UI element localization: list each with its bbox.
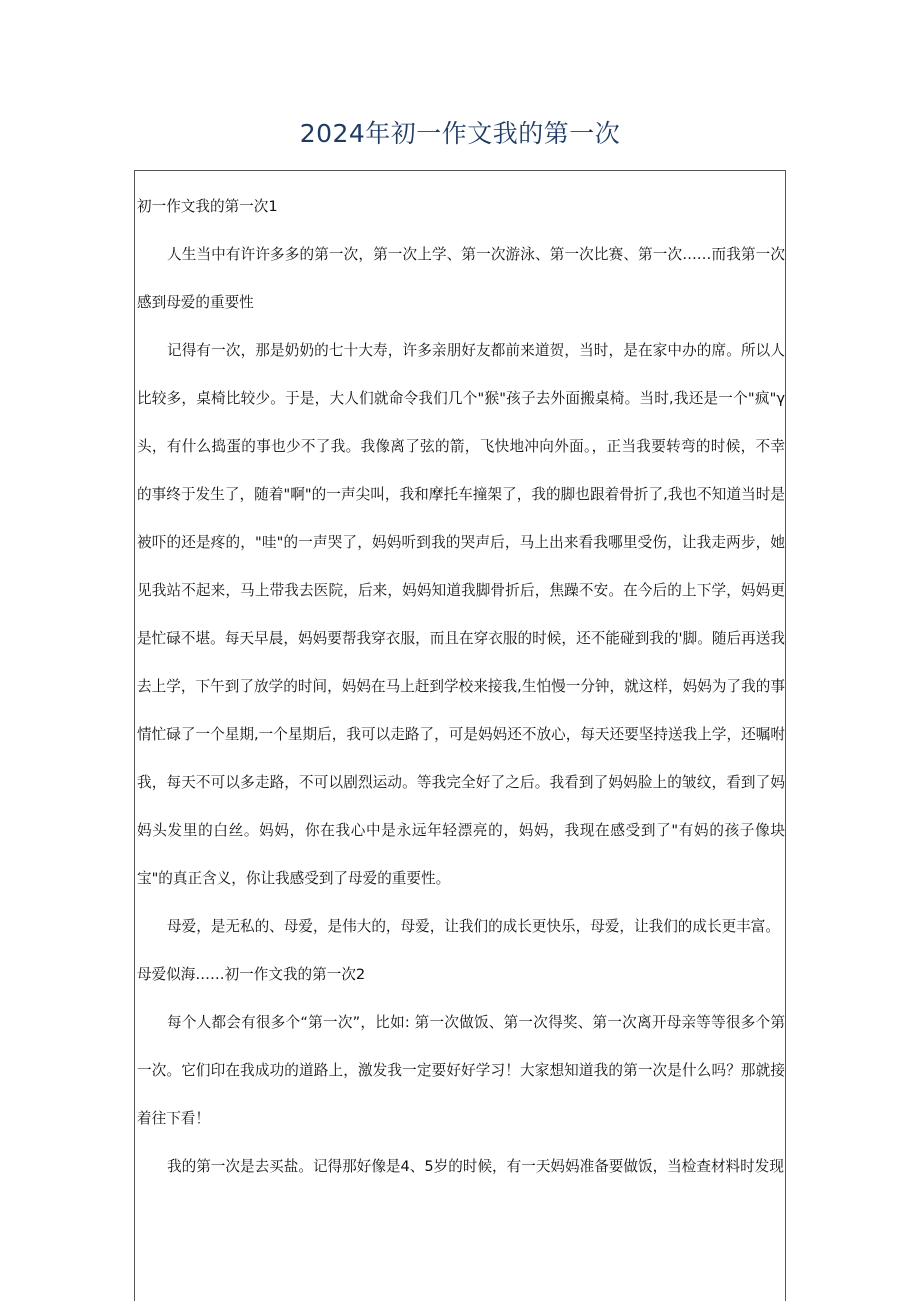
document-text	[137, 183, 785, 1191]
paragraph: 母爱，是无私的、母爱，是伟大的，母爱，让我们的成长更快乐，母爱，让我们的成长更丰富。	[167, 918, 780, 935]
document-body	[134, 170, 786, 1301]
page-title: 2024年初一作文我的第一次	[299, 119, 621, 148]
paragraph: 我的第一次是去买盐。记得那好像是4、5岁的时候，有一天妈妈准备要做饭，当检查材料时发现	[167, 1158, 784, 1175]
paragraph: 每个人都会有很多个“第一次”，比如: 第一次做饭、第一次得奖、第一次离开母亲等等很多个第一次。它们印在我成功的道路上，激发我一定要好好学习！大家想知道我的第一次是什么吗？那就接着往下看！	[137, 1014, 785, 1127]
paragraph: 记得有一次，那是奶奶的七十大寿，许多亲朋好友都前来道贺，当时，是在家中办的席。所以人比较多，桌椅比较少。于是，大人们就命令我们几个"猴"孩子去外面搬桌椅。当时,我还是一个"疯"γ头，有什么捣蛋的事也少不了我。我像离了弦的箭，飞快地冲向外面。，正当我要转弯的时候，不幸的事终于发生了，随着"啊"的一声尖叫，我和摩托车撞架了，我的脚也跟着骨折了,我也不知道当时是被吓的还是疼的，"哇"的一声哭了，妈妈听到我的哭声后，马上出来看我哪里受伤，让我走两步，她见我站不起来，马上带我去医院，后来，妈妈知道我脚骨折后，焦躁不安。在今后的上下学，妈妈更是忙碌不堪。每天早晨，妈妈要帮我穿衣服，而且在穿衣服的时候，还不能碰到我的'脚。随后再送我去上学，下午到了放学的时间，妈妈在马上赶到学校来接我,生怕慢一分钟，就这样，妈妈为了我的事情忙碌了一个星期,一个星期后，我可以走路了，可是妈妈还不放心，每天还要坚持送我上学，还嘱咐我，每天不可以多走路，不可以剧烈运动。等我完全好了之后。我看到了妈妈脸上的皱纹，看到了妈妈头发里的白丝。妈妈，你在我心中是永远年轻漂亮的，妈妈，我现在感受到了"有妈的孩子像块宝"的真正含义，你让我感受到了母爱的重要性。	[137, 342, 785, 887]
paragraph: 人生当中有许许多多的第一次，第一次上学、第一次游泳、第一次比赛、第一次……而我第一次感到母爱的重要性	[137, 246, 785, 311]
section-closing-line: 母爱似海……初一作文我的第一次2	[137, 966, 366, 983]
section-heading: 初一作文我的第一次1	[137, 198, 278, 215]
